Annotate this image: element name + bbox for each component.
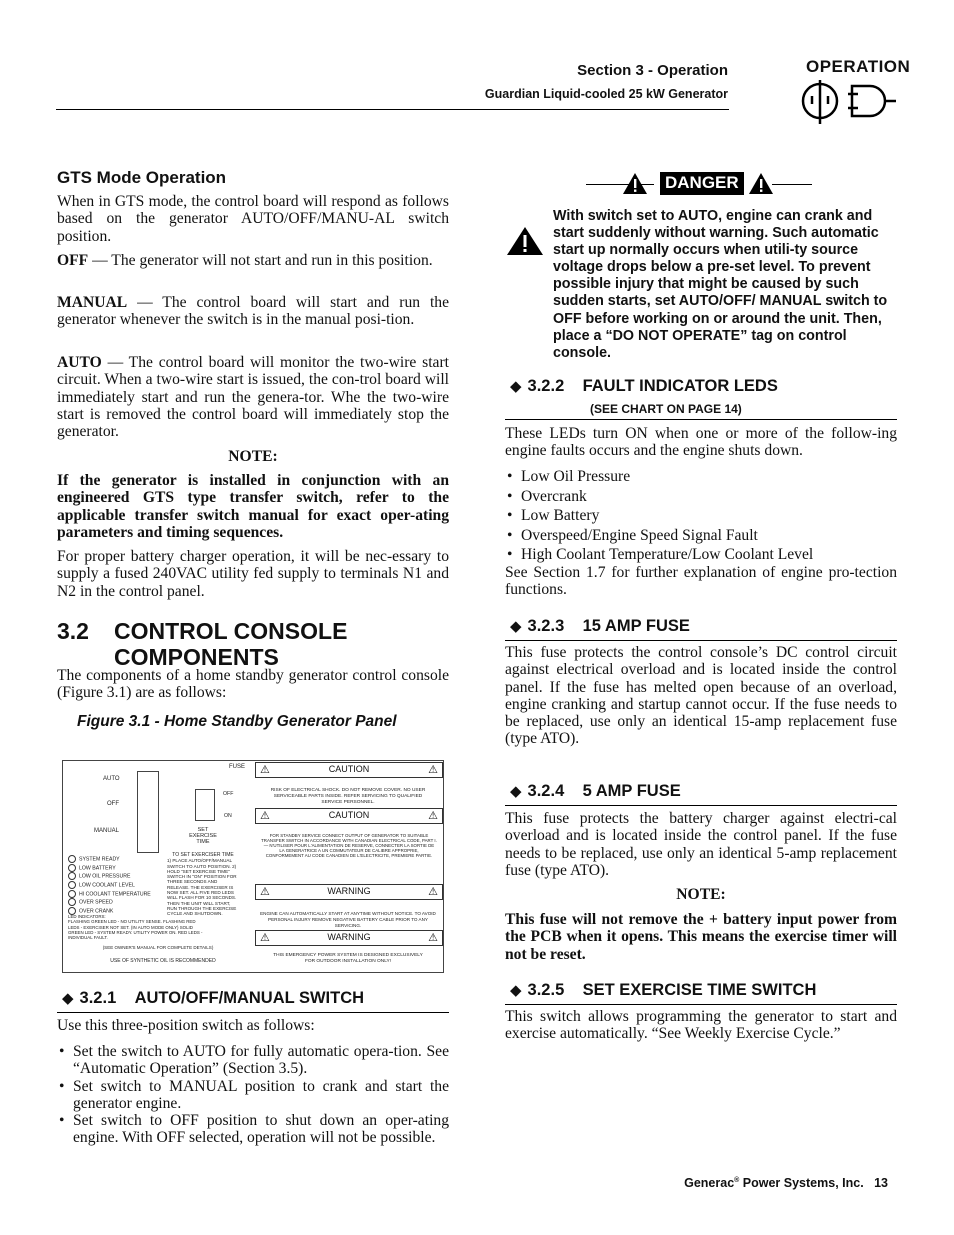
battery-paragraph: For proper battery charger operation, it will be nec-essary to supply a fused 240VAC utility fed supply to terminals N1 and N2 in the control panel. bbox=[57, 548, 449, 600]
section-3-2-2-heading: ◆ 3.2.2 FAULT INDICATOR LEDS bbox=[510, 377, 778, 395]
warning-1-text: ENGINE CAN AUTOMATICALLY START AT ANYTIME WITHOUT NOTICE. TO AVOID PERSONAL INJURY REMOVE NEGATIVE BATTERY CABLE PRIOR TO ANY SERVICING. bbox=[260, 911, 436, 928]
warning-triangle-icon: ⚠ bbox=[260, 886, 270, 898]
section-3-2-intro: The components of a home standby generator control console (Figure 3.1) are as follows: bbox=[57, 667, 449, 702]
list-item: • Set switch to OFF position to shut down an oper-ating engine. With OFF selected, operation will not be possible. bbox=[57, 1112, 449, 1147]
fault-list bbox=[505, 467, 897, 565]
caution-1-text: RISK OF ELECTRICAL SHOCK. DO NOT REMOVE COVER. NO USER SERVICEABLE PARTS INSIDE. REFER SERVICING TO QUALIFIED SERVICE PERSONNEL. bbox=[270, 788, 426, 805]
operation-logo-text: OPERATION bbox=[806, 57, 911, 76]
page-footer bbox=[684, 1176, 888, 1190]
danger-rule-right bbox=[772, 184, 812, 185]
section-3-2-2-intro: These LEDs turn ON when one or more of the follow-ing engine faults occurs and the engine shuts down. bbox=[505, 425, 897, 460]
led-list bbox=[68, 855, 168, 916]
exercise-off-label: OFF bbox=[223, 791, 234, 797]
danger-message: With switch set to AUTO, engine can crank and start suddenly without warning. Such automatic start up normally occurs when utili-ty source voltage drops below a pre-set level. To prevent possible injury that might be caused by such sudden starts, set AUTO/OFF/ MANUAL switch to OFF before working on or around the unit. Then, place a “DO NOT OPERATE” tag on control console. bbox=[553, 208, 888, 361]
manual-paragraph: MANUAL — The control board will start and run the generator whenever the switch is in the manual posi-tion. bbox=[57, 294, 449, 329]
list-item: • Overspeed/Engine Speed Signal Fault bbox=[505, 526, 897, 546]
diamond-icon: ◆ bbox=[510, 982, 522, 999]
warning-triangle-icon: ⚠ bbox=[428, 764, 438, 776]
led-row: HI COOLANT TEMPERATURE bbox=[68, 890, 168, 899]
section-3-2-2-rule bbox=[505, 419, 897, 420]
danger-triangle-icon bbox=[506, 226, 544, 256]
set-exercise-switch bbox=[195, 789, 215, 821]
section-3-2-title-line2: COMPONENTS bbox=[114, 644, 279, 670]
gts-heading: GTS Mode Operation bbox=[57, 168, 227, 187]
list-item: • Low Battery bbox=[505, 506, 897, 526]
section-3-2-5-text: This switch allows programming the generator to start and exercise automatically. “See Weekly Exercise Cycle.” bbox=[505, 1008, 897, 1043]
auto-paragraph: AUTO — The control board will monitor the two-wire start circuit. When a two-wire start is issued, the con-trol board will immediately start and run the genera-tor. Whe the two-wire start is removed the control board will immediately stop the generator. bbox=[57, 354, 449, 441]
set-exerciser-text: 1) PLACE AUTO/OFF/MANUAL SWITCH TO AUTO POSITION. 2) HOLD "SET EXERCISE TIME" SWITCH IN "ON" POSITION FOR THREE SECONDS AND RELEASE. THE EXERCISER IS NOW SET. ALL FIVE RED LEDS WILL FLASH FOR 10 SECONDS. THEN THE UNIT WILL START, RUN THROUGH THE EXERCISE CYCLE AND SHUTDOWN. bbox=[167, 858, 237, 917]
exercise-on-label: ON bbox=[224, 813, 232, 819]
section-3-2-5-rule bbox=[505, 1004, 897, 1005]
set-exercise-time-caption bbox=[183, 827, 223, 846]
operation-plug-icon bbox=[800, 78, 900, 128]
synthetic-oil-note: USE OF SYNTHETIC OIL IS RECOMMENDED bbox=[110, 958, 216, 964]
warning-label-1: ⚠ WARNING ⚠ bbox=[255, 884, 443, 900]
section-3-2-4-heading: ◆ 3.2.4 5 AMP FUSE bbox=[510, 782, 681, 800]
danger-label: DANGER bbox=[660, 172, 744, 195]
led-row: LOW BATTERY bbox=[68, 864, 168, 873]
fuse-note-text: This fuse will not remove the + battery input power from the PCB when it opens. This means the exercise timer will not be reset. bbox=[505, 911, 897, 963]
note-label: NOTE: bbox=[228, 448, 278, 465]
section-3-2-4-rule bbox=[505, 805, 897, 806]
led-row: SYSTEM READY bbox=[68, 855, 168, 864]
list-item: • Set switch to MANUAL position to crank and start the generator engine. bbox=[57, 1078, 449, 1113]
caution-2-text: FOR STANDBY SERVICE CONNECT OUTPUT OF GENERATOR TO SUITABLE TRANSFER SWITCH IN ACCORDANCE WITH CANADIAN ELECTRICAL CODE, PART I. — N'UTILISER POUR L'ALIMENTATION DE RESERVE, CONNECTER LA SORTIE DE LA GENERATRICE A UN COMMUTATEUR DE CALIBRE APPROPRIE, CONFORMEMENT AU CODE CANADIEN DE L'ELECTRICITE, PREMIERE PARTIE. bbox=[261, 833, 437, 858]
section-3-2-2-subtitle: (SEE CHART ON PAGE 14) bbox=[590, 402, 742, 416]
warning-triangle-icon: ⚠ bbox=[428, 810, 438, 822]
section-3-2-2-after: See Section 1.7 for further explanation of engine pro-tection functions. bbox=[505, 564, 897, 599]
warning-triangle-icon: ⚠ bbox=[260, 932, 270, 944]
warning-triangle-icon: ⚠ bbox=[260, 764, 270, 776]
header-rule bbox=[56, 109, 729, 110]
generator-panel-figure bbox=[62, 760, 444, 973]
gts-intro: When in GTS mode, the control board will respond as follows based on the generator AUTO/OFF/MANU-AL switch position. bbox=[57, 193, 449, 245]
diamond-icon: ◆ bbox=[510, 378, 522, 395]
warning-triangle-icon: ⚠ bbox=[428, 886, 438, 898]
section-3-2-5-heading: ◆ 3.2.5 SET EXERCISE TIME SWITCH bbox=[510, 981, 817, 999]
figure-caption: Figure 3.1 - Home Standby Generator Panel bbox=[77, 713, 397, 730]
list-item: • Low Oil Pressure bbox=[505, 467, 897, 487]
warning-triangle-icon bbox=[622, 172, 648, 195]
section-3-2-3-rule bbox=[505, 640, 897, 641]
diamond-icon: ◆ bbox=[510, 783, 522, 800]
warning-labels-column bbox=[253, 761, 443, 972]
switch-usage-list bbox=[57, 1043, 449, 1147]
warning-triangle-icon: ⚠ bbox=[428, 932, 438, 944]
led-row: OVER SPEED bbox=[68, 898, 168, 907]
page-number: 13 bbox=[874, 1176, 888, 1190]
off-paragraph: OFF — The generator will not start and run in this position. bbox=[57, 252, 433, 269]
led-indicators-title: LED INDICATORS: bbox=[68, 914, 106, 919]
owner-manual-note: (SEE OWNER'S MANUAL FOR COMPLETE DETAILS) bbox=[102, 945, 214, 950]
led-row: LOW OIL PRESSURE bbox=[68, 872, 168, 881]
document-subtitle: Guardian Liquid-cooled 25 kW Generator bbox=[484, 87, 728, 101]
switch-label-auto: AUTO bbox=[103, 776, 120, 782]
fuse-label: FUSE bbox=[229, 764, 246, 770]
led-row: OVER CRANK bbox=[68, 907, 168, 916]
section-3-2-title-line1: CONTROL CONSOLE bbox=[114, 618, 348, 644]
led-indicators-text: FLASHING GREEN LED - NO UTILITY SENSE. FLASHING RED LEDS - EXERCISER NOT SET. (IN AUTO MODE ONLY) SOLID GREEN LED - SYSTEM READY. UTILITY POWER ON. RED LEDS - INDIVIDUAL FAULT. bbox=[68, 919, 203, 941]
auto-off-manual-switch bbox=[137, 771, 159, 853]
set-exerciser-title: TO SET EXERCISER TIME bbox=[172, 852, 234, 858]
warning-triangle-icon bbox=[748, 172, 774, 195]
section-3-2-4-text: This fuse protects the battery charger against electri-cal overload and is located inside the control panel. If the fuse needs to be replaced, use only an identical 5-amp replacement fuse (type ATO). bbox=[505, 810, 897, 879]
switch-label-off: OFF bbox=[107, 801, 119, 807]
warning-2-text: THIS EMERGENCY POWER SYSTEM IS DESIGNED EXCLUSIVELY FOR OUTDOOR INSTALLATION ONLY! bbox=[273, 953, 423, 964]
led-row: LOW COOLANT LEVEL bbox=[68, 881, 168, 890]
diamond-icon: ◆ bbox=[510, 618, 522, 635]
caution-label-2: ⚠ CAUTION ⚠ bbox=[255, 808, 443, 824]
section-3-2-number: 3.2 bbox=[57, 618, 89, 644]
section-heading: Section 3 - Operation bbox=[577, 62, 728, 79]
switch-label-manual: MANUAL bbox=[94, 828, 120, 834]
gts-note-text: If the generator is installed in conjunction with an engineered GTS type transfer switch, refer to the applicable transfer switch manual for exact oper-ating parameters and timing sequences. bbox=[57, 472, 449, 541]
section-3-2-1-heading: ◆ 3.2.1 AUTO/OFF/MANUAL SWITCH bbox=[62, 989, 365, 1007]
caption-time: TIME bbox=[196, 839, 210, 846]
footer-registered-mark: ® bbox=[734, 1176, 740, 1184]
section-3-2-3-text: This fuse protects the control console’s DC control circuit against electrical overload and is located inside the control panel. If the fuse has melted open because of an overload, engine cranking and startup cannot occur. If the fuse needs to be replaced, use only an identical 15-amp replacement fuse (type ATO). bbox=[505, 644, 897, 748]
list-item: • High Coolant Temperature/Low Coolant Level bbox=[505, 545, 897, 565]
diamond-icon: ◆ bbox=[62, 990, 74, 1007]
set-exerciser-instructions bbox=[167, 853, 239, 917]
section-3-2-3-heading: ◆ 3.2.3 15 AMP FUSE bbox=[510, 617, 690, 635]
list-item: • Overcrank bbox=[505, 487, 897, 507]
footer-company-rest: Power Systems, Inc. bbox=[739, 1176, 864, 1190]
warning-triangle-icon: ⚠ bbox=[260, 810, 270, 822]
caution-label-1: ⚠ CAUTION ⚠ bbox=[255, 762, 443, 778]
section-3-2-1-rule bbox=[57, 1012, 449, 1013]
list-item: • Set the switch to AUTO for fully automatic opera-tion. See “Automatic Operation” (Section 3.5). bbox=[57, 1043, 449, 1078]
warning-label-2: ⚠ WARNING ⚠ bbox=[255, 930, 443, 946]
led-indicators-legend bbox=[68, 914, 208, 940]
caption-exercise: EXERCISE bbox=[189, 833, 217, 840]
footer-company: Generac bbox=[684, 1176, 735, 1190]
caption-set: SET bbox=[197, 827, 209, 833]
section-3-2-1-intro: Use this three-position switch as follows: bbox=[57, 1017, 315, 1034]
note-label: NOTE: bbox=[676, 886, 726, 903]
